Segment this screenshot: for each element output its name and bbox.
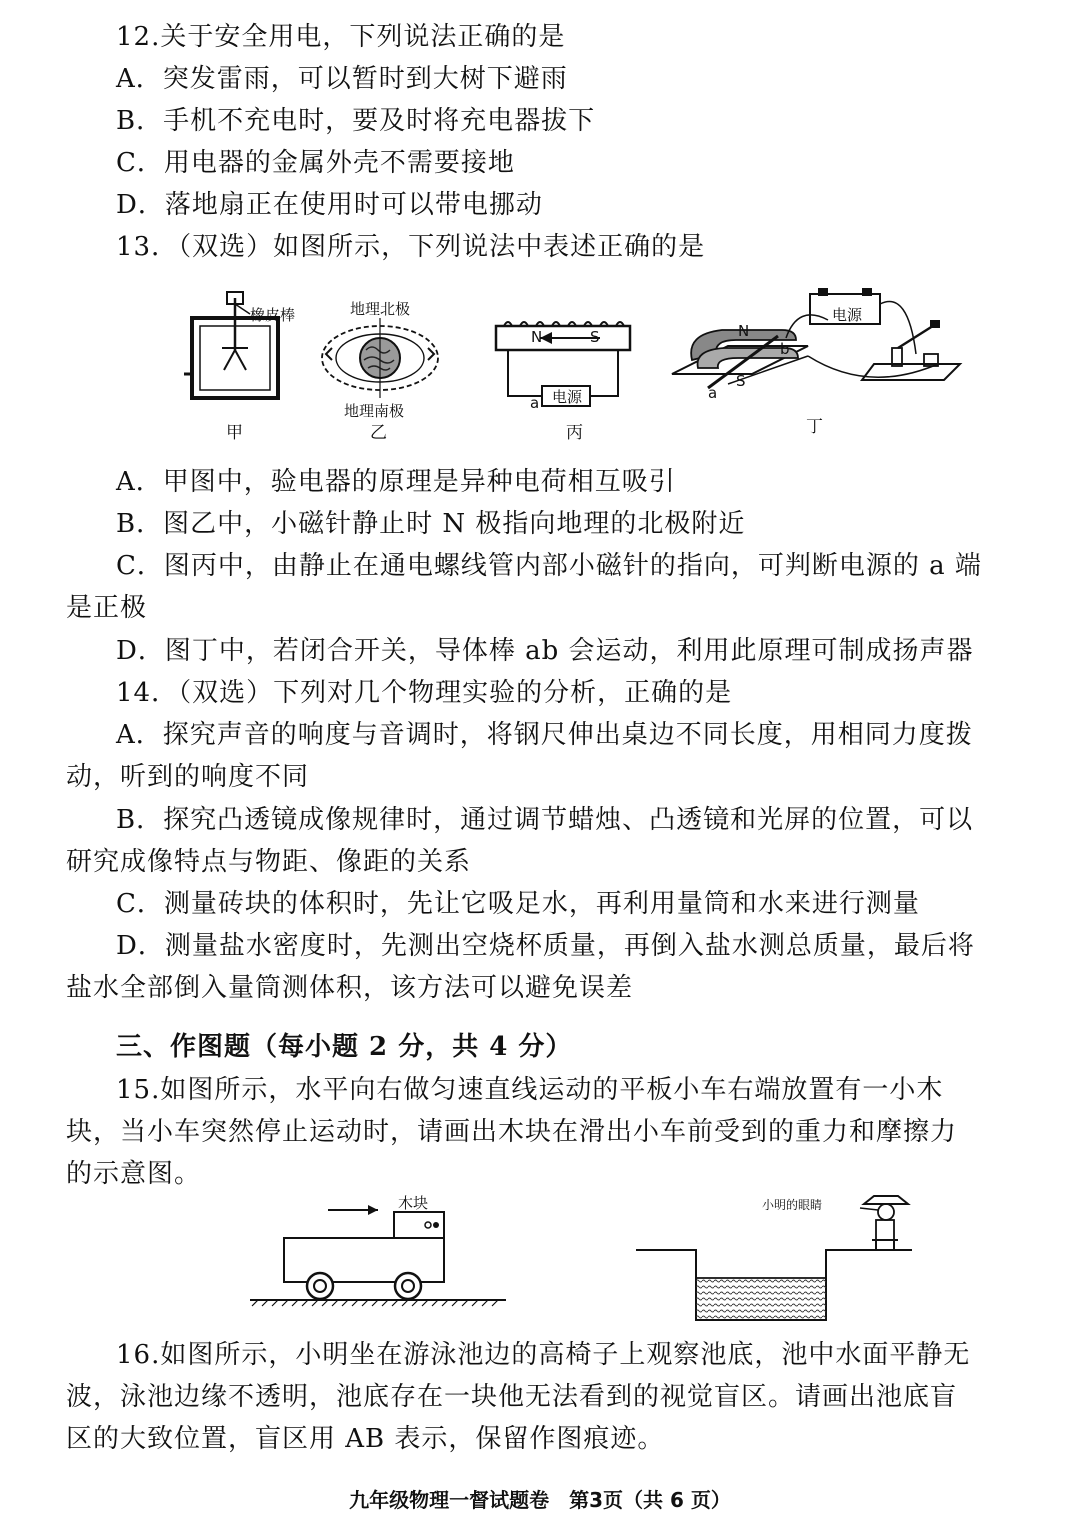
q15-line1: 15.如图所示，水平向右做匀速直线运动的平板小车右端放置有一小木 [116, 1075, 944, 1105]
q14-option-b-line2: 研究成像特点与物距、像距的关系 [66, 847, 472, 877]
figure-yi-earth-field [318, 318, 448, 398]
q16-line3: 区的大致位置，盲区用 AB 表示，保留作图痕迹。 [66, 1424, 665, 1454]
bing-n-label: N [531, 328, 543, 346]
ding-power-label: 电源 [832, 306, 863, 324]
q14-option-d-line1: D．测量盐水密度时，先测出空烧杯质量，再倒入盐水测总质量，最后将 [116, 931, 975, 961]
ding-b-label: b [780, 340, 790, 358]
q13-stem: 13．（双选）如图所示，下列说法中表述正确的是 [116, 232, 706, 262]
bing-s-label: S [590, 328, 600, 346]
q13-option-c-line2: 是正极 [66, 593, 148, 623]
q15-block-label: 木块 [398, 1194, 429, 1212]
page-footer: 九年级物理一督试题卷 第3页（共 6 页） [349, 1488, 731, 1512]
figure-q15-cart [248, 1196, 508, 1308]
q12-stem: 12.关于安全用电，下列说法正确的是 [116, 22, 566, 52]
ding-s-label: S [736, 372, 746, 390]
q12-option-c: C．用电器的金属外壳不需要接地 [116, 148, 515, 178]
q14-option-d-line2: 盐水全部倒入量筒测体积，该方法可以避免误差 [66, 973, 634, 1003]
yi-south-pole-label: 地理南极 [344, 402, 405, 420]
q14-option-a-line2: 动，听到的响度不同 [66, 762, 310, 792]
q15-line2: 块，当小车突然停止运动时，请画出木块在滑出小车前受到的重力和摩擦力 [66, 1117, 958, 1147]
caption-jia: 甲 [226, 423, 243, 443]
q14-option-a-line1: A．探究声音的响度与音调时，将钢尺伸出桌边不同长度，用相同力度拨 [116, 720, 973, 750]
q12-option-a: A．突发雷雨，可以暂时到大树下避雨 [116, 64, 568, 94]
q13-option-b: B．图乙中，小磁针静止时 N 极指向地理的北极附近 [116, 509, 746, 539]
section3-heading: 三、作图题（每小题 2 分，共 4 分） [116, 1032, 573, 1062]
ding-a-label: a [708, 384, 718, 402]
q13-option-a: A．甲图中，验电器的原理是异种电荷相互吸引 [116, 467, 676, 497]
jia-rubber-rod-label: 橡皮棒 [250, 306, 296, 324]
q14-stem: 14．（双选）下列对几个物理实验的分析，正确的是 [116, 678, 733, 708]
caption-ding: 丁 [806, 417, 823, 437]
caption-yi: 乙 [370, 423, 387, 443]
q16-eye-label: 小明的眼睛 [762, 1198, 823, 1212]
ding-n-label: N [738, 322, 750, 340]
yi-north-pole-label: 地理北极 [350, 300, 411, 318]
q14-option-b-line1: B．探究凸透镜成像规律时，通过调节蜡烛、凸透镜和光屏的位置，可以 [116, 805, 974, 835]
figure-ding-motor [668, 284, 968, 400]
caption-bing: 丙 [566, 423, 583, 443]
q15-line3: 的示意图。 [66, 1159, 202, 1189]
bing-a-label: a [530, 394, 540, 412]
q16-line2: 波，泳池边缘不透明，池底存在一块他无法看到的视觉盲区。请画出池底盲 [66, 1382, 958, 1412]
q12-option-b: B．手机不充电时，要及时将充电器拔下 [116, 106, 596, 136]
q13-option-c-line1: C．图丙中，由静止在通电螺线管内部小磁针的指向，可判断电源的 a 端 [116, 551, 982, 581]
q12-option-d: D．落地扇正在使用时可以带电挪动 [116, 190, 543, 220]
q14-option-c: C．测量砖块的体积时，先让它吸足水，再利用量筒和水来进行测量 [116, 889, 920, 919]
bing-power-label: 电源 [552, 388, 583, 406]
q13-option-d: D．图丁中，若闭合开关，导体棒 ab 会运动，利用此原理可制成扬声器 [116, 636, 974, 666]
q16-line1: 16.如图所示，小明坐在游泳池边的高椅子上观察池底，池中水面平静无 [116, 1340, 971, 1370]
